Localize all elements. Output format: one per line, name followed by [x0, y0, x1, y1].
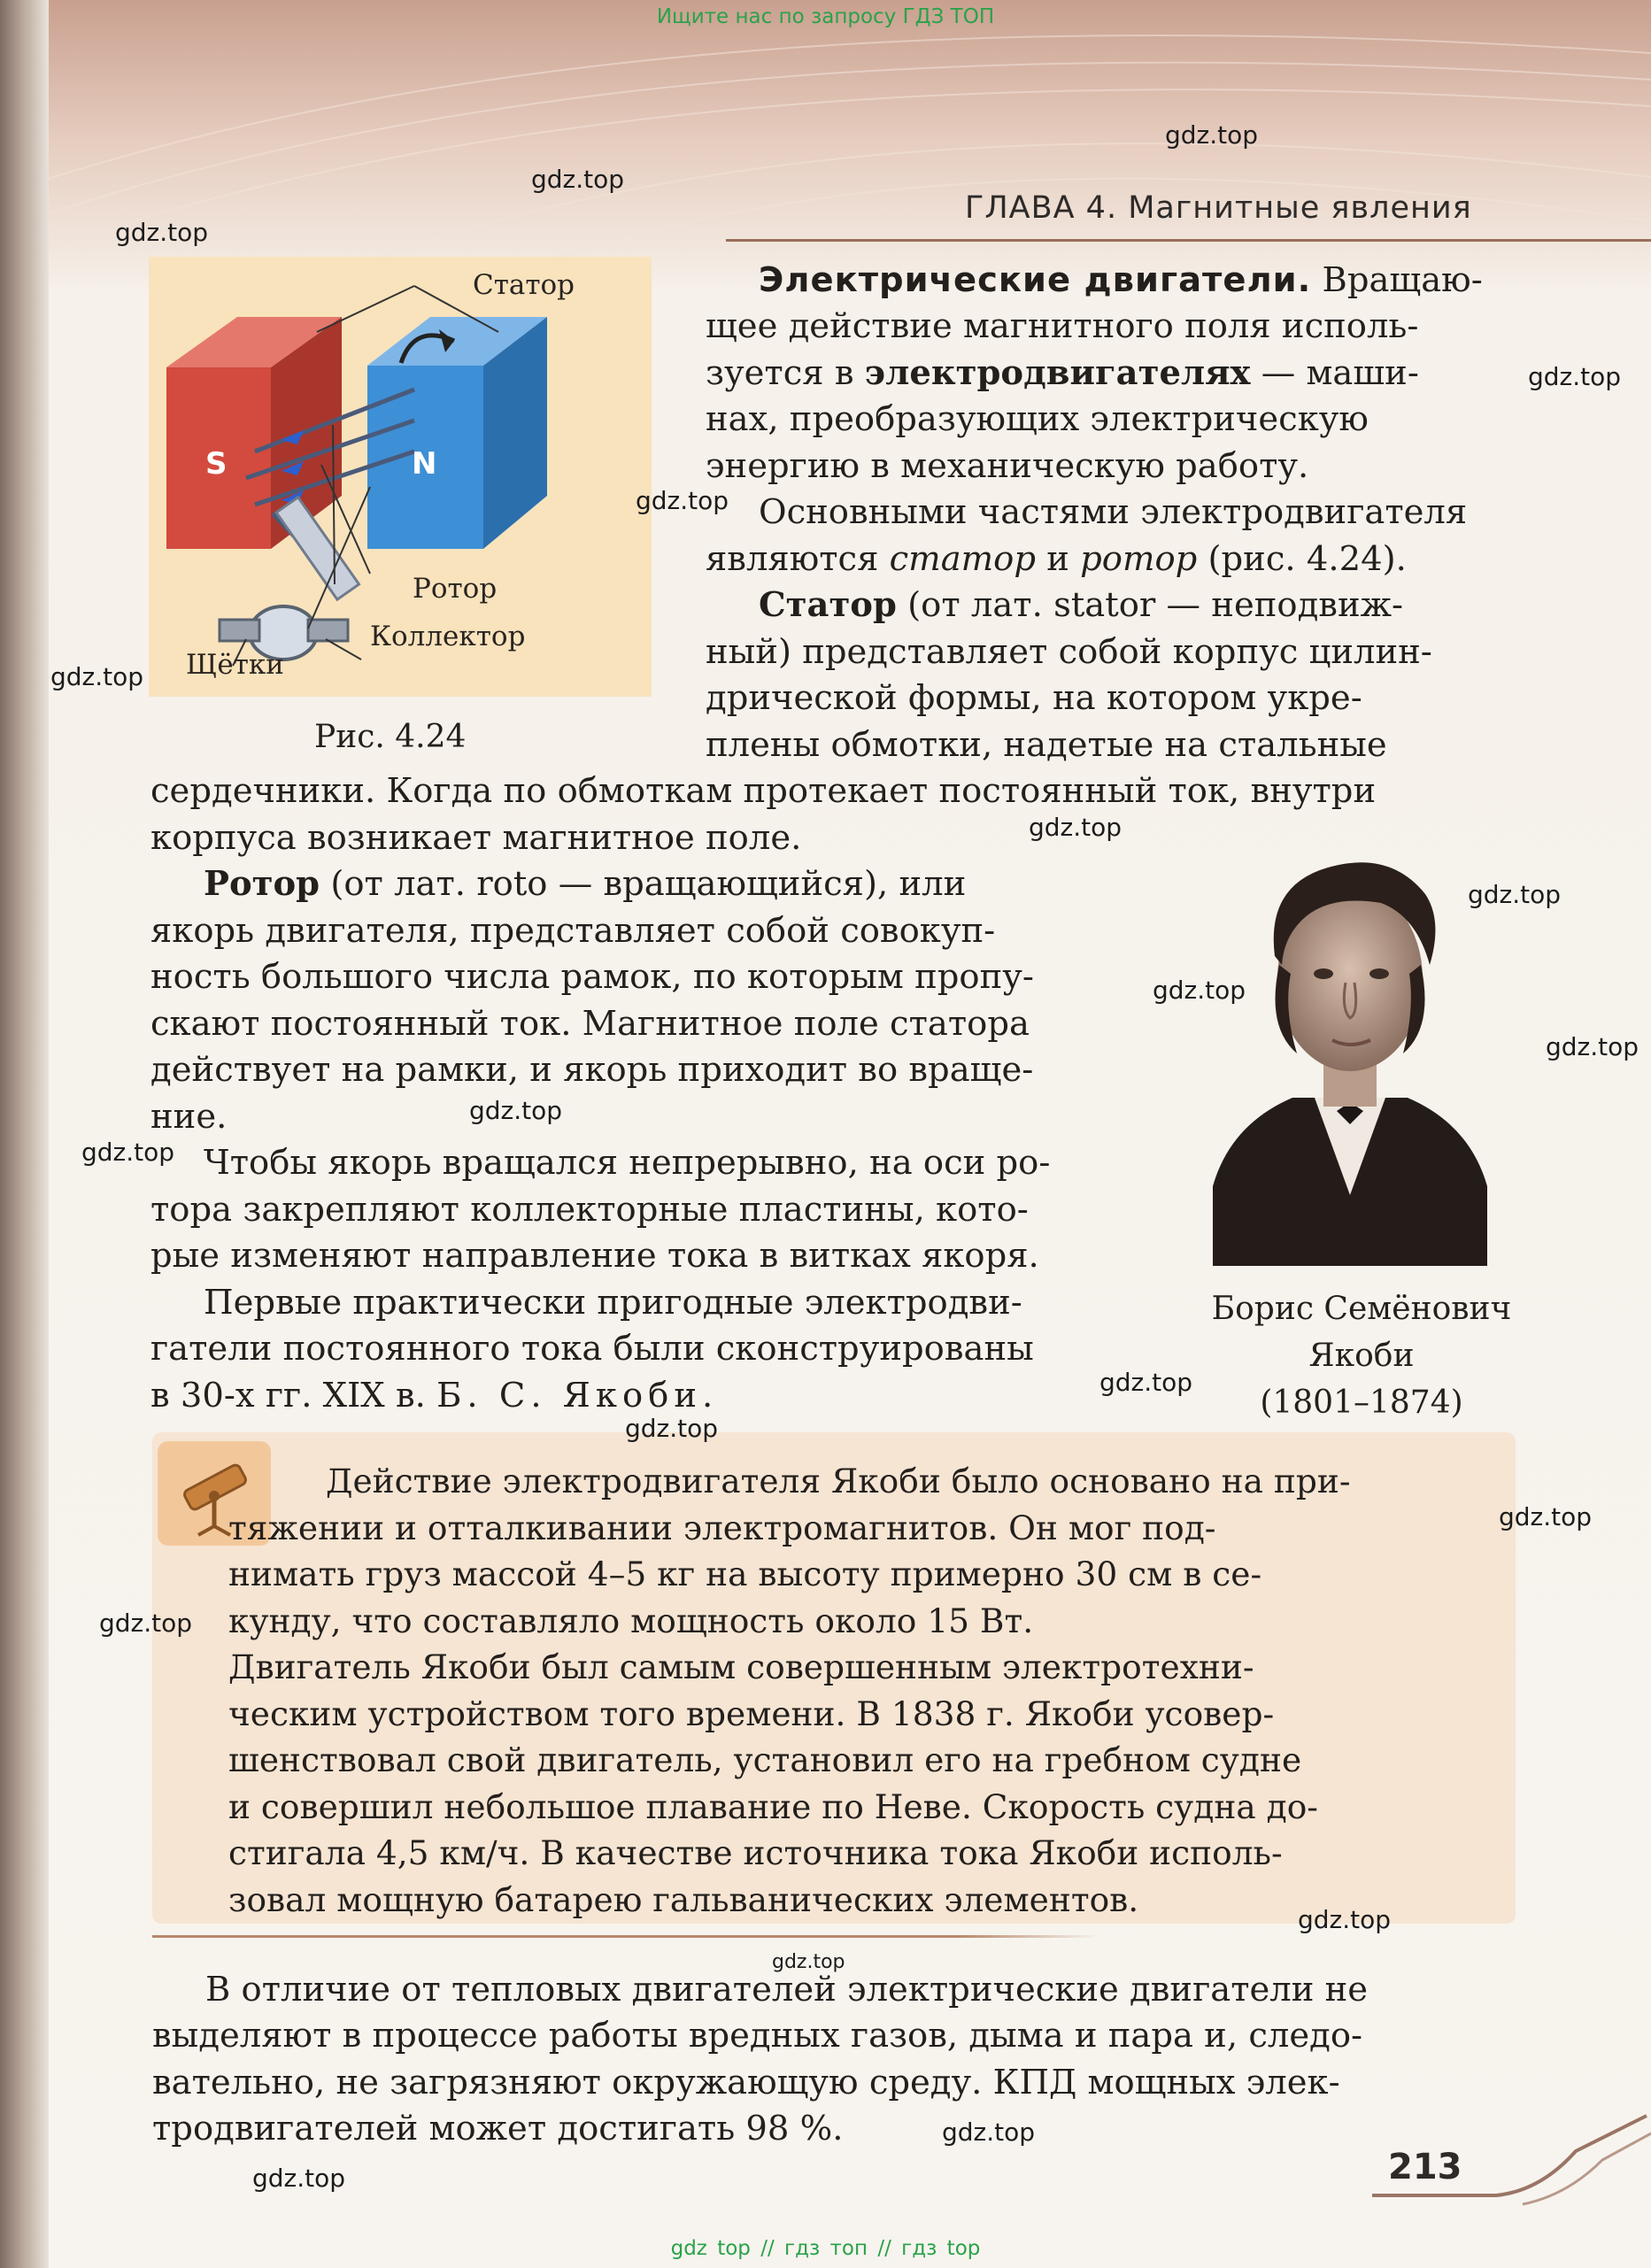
- text-line: дрической формы, на котором укре-: [706, 678, 1362, 718]
- text-line: скают постоянный ток. Магнитное поле статора: [150, 1004, 1030, 1044]
- text-line: являются статор и ротор (рис. 4.24).: [706, 539, 1407, 579]
- page-number: 213: [1388, 2147, 1462, 2187]
- top-banner[interactable]: Ищите нас по запросу ГДЗ ТОП: [656, 5, 995, 28]
- text-line: нах, преобразующих электрическую: [706, 399, 1369, 439]
- box-divider: [152, 1935, 1099, 1938]
- watermark: gdz.top: [81, 1138, 175, 1167]
- text-line: энергию в механическую работу.: [706, 446, 1309, 486]
- term-rotor: Ротор: [204, 864, 320, 904]
- watermark: gdz.top: [636, 486, 729, 515]
- box-line: стигала 4,5 км/ч. В качестве источника тока Якоби исполь-: [228, 1833, 1283, 1872]
- watermark: gdz.top: [1528, 362, 1622, 391]
- text-line: ный) представляет собой корпус цилин-: [706, 632, 1432, 672]
- portrait-caption: Борис Семёнович Якоби (1801–1874): [1211, 1291, 1512, 1421]
- label-rotor: Ротор: [413, 573, 498, 605]
- text-line: Электрические двигатели. Вращаю-: [759, 260, 1483, 300]
- text-line: в 30-х гг. XIX в. Б. С. Якоби.: [150, 1376, 719, 1416]
- text-line: щее действие магнитного поля исполь-: [706, 306, 1419, 346]
- text-line: ние.: [150, 1097, 228, 1137]
- label-stator: Статор: [473, 269, 575, 301]
- text-line: действует на рамки, и якорь приходит во враще-: [150, 1050, 1034, 1090]
- label-brushes: Щётки: [186, 649, 284, 681]
- watermark: gdz.top: [1099, 1368, 1193, 1397]
- brush-right: [308, 620, 348, 641]
- text-line: Чтобы якорь вращался непрерывно, на оси ро-: [204, 1143, 1051, 1183]
- watermark: gdz.top: [1029, 813, 1123, 842]
- box-line: зовал мощную батарею гальванических элементов.: [228, 1880, 1139, 1919]
- box-line: Действие электродвигателя Якоби было основано на при-: [326, 1462, 1351, 1500]
- page-binding-edge: [0, 0, 49, 2268]
- watermark: gdz.top: [772, 1951, 845, 1973]
- text-line: Первые практически пригодные электродви-: [204, 1283, 1022, 1323]
- text-line: корпуса возникает магнитное поле.: [150, 818, 802, 858]
- watermark: gdz.top: [625, 1414, 719, 1443]
- text-line: Основными частями электродвигателя: [759, 492, 1468, 532]
- text-line: вательно, не загрязняют окружающую среду. КПД мощных элек-: [152, 2063, 1340, 2102]
- decorative-arcs: [0, 0, 1651, 301]
- watermark: gdz.top: [1153, 976, 1246, 1005]
- watermark: gdz.top: [1468, 880, 1562, 909]
- box-line: Двигатель Якоби был самым совершенным электротехни-: [228, 1647, 1254, 1686]
- watermark: gdz.top: [1165, 120, 1259, 150]
- text-line: ность большого числа рамок, по которым пропу-: [150, 957, 1034, 997]
- watermark: gdz.top: [99, 1608, 193, 1638]
- watermark: gdz.top: [50, 662, 144, 691]
- figure-caption: Рис. 4.24: [314, 719, 467, 755]
- box-line: ческим устройством того времени. В 1838 г. Якоби усовер-: [228, 1694, 1275, 1733]
- label-collector: Коллектор: [370, 621, 526, 652]
- pole-s-label: S: [205, 446, 228, 482]
- text-line: якорь двигателя, представляет собой совокуп-: [150, 911, 996, 951]
- box-line: нимать груз массой 4–5 кг на высоту примерно 30 см в се-: [228, 1554, 1262, 1593]
- portrait-jacobi: [1213, 832, 1487, 1266]
- watermark: gdz.top: [942, 2118, 1036, 2147]
- box-line: кунду, что составляло мощность около 15 Вт.: [228, 1601, 1034, 1640]
- text-line: гатели постоянного тока были сконструированы: [150, 1329, 1034, 1369]
- watermark: gdz.top: [531, 165, 625, 194]
- watermark: gdz.top: [252, 2164, 346, 2193]
- text-line: плены обмотки, надетые на стальные: [706, 725, 1387, 765]
- figure-motor-diagram: [149, 257, 652, 697]
- watermark: gdz.top: [1546, 1032, 1639, 1061]
- watermark: gdz.top: [469, 1096, 563, 1125]
- bottom-banner[interactable]: gdz top // гдз топ // гдз top: [670, 2237, 981, 2260]
- term-stator: Статор: [759, 585, 897, 625]
- chapter-title: ГЛАВА 4. Магнитные явления: [965, 190, 1472, 226]
- text-line: В отличие от тепловых двигателей электрические двигатели не: [205, 1970, 1369, 2010]
- text-line: Ротор (от лат. roto — вращающийся), или: [204, 864, 967, 904]
- watermark: gdz.top: [1499, 1502, 1593, 1531]
- watermark: gdz.top: [1298, 1905, 1392, 1934]
- box-line: и совершил небольшое плавание по Неве. Скорость судна до-: [228, 1787, 1318, 1826]
- text-line: выделяют в процессе работы вредных газов, дыма и пара и, следо-: [152, 2016, 1363, 2056]
- box-line: тяжении и отталкивании электромагнитов. Он мог под-: [228, 1508, 1216, 1547]
- text-line: зуется в электродвигателях — маши-: [706, 353, 1419, 393]
- brush-left: [220, 620, 259, 641]
- watermark: gdz.top: [115, 218, 209, 247]
- text-line: Статор (от лат. stator — неподвиж-: [759, 585, 1404, 625]
- chapter-underline: [726, 239, 1651, 242]
- text-line: сердечники. Когда по обмоткам протекает постоянный ток, внутри: [150, 771, 1377, 811]
- text-line: тродвигателей может достигать 98 %.: [152, 2109, 844, 2148]
- text-line: рые изменяют направление тока в витках якоря.: [150, 1236, 1039, 1276]
- text-line: тора закрепляют коллекторные пластины, кото-: [150, 1190, 1029, 1230]
- section-heading-electric-motors: Электрические двигатели.: [759, 260, 1312, 300]
- pole-n-label: N: [412, 446, 437, 482]
- box-line: шенствовал свой двигатель, установил его на гребном судне: [228, 1740, 1302, 1779]
